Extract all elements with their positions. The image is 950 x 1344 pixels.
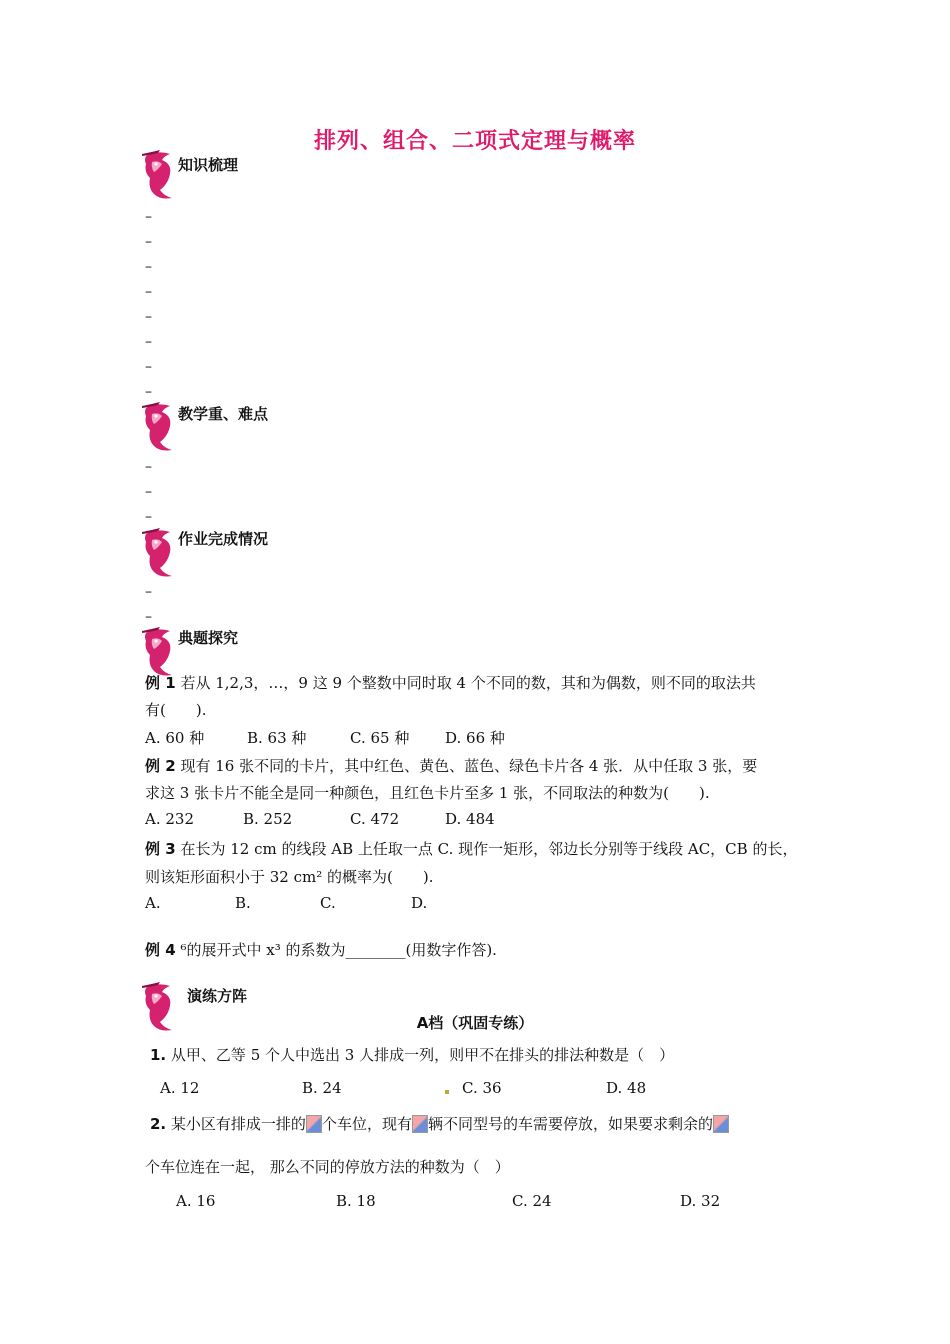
formula-image	[306, 1115, 322, 1133]
example-1-line-1: 例 1 若从 1,2,3，…，9 这 9 个整数中同时取 4 个不同的数，其和为偶数，则不同的取法共	[145, 674, 756, 692]
example-3-option-d: D.	[411, 894, 428, 912]
question-1: 1. 从甲、乙等 5 个人中选出 3 人排成一列，则甲不在排头的排法种数是（ ）	[150, 1046, 675, 1064]
example-2-option-d: D. 484	[445, 810, 495, 828]
section-heading-homework: 作业完成情况	[178, 530, 269, 548]
example-3-line-2: 则该矩形面积小于 32 cm² 的概率为( ).	[145, 868, 434, 886]
example-label: 例 4	[145, 941, 176, 959]
example-1-option-d: D. 66 种	[445, 729, 505, 747]
section-heading-practice: 演练方阵	[187, 987, 248, 1005]
example-2-option-c: C. 472	[350, 810, 400, 828]
example-label: 例 2	[145, 757, 176, 775]
example-3-option-b: B.	[235, 894, 251, 912]
example-4-line: 例 4 ⁶的展开式中 x³ 的系数为________(用数字作答).	[145, 941, 497, 959]
formula-image	[412, 1115, 428, 1133]
question-1-option-a: A. 12	[160, 1079, 200, 1097]
example-3-option-c: C.	[320, 894, 336, 912]
blank-line: –	[145, 259, 152, 275]
example-2-line-1: 例 2 现有 16 张不同的卡片，其中红色、黄色、蓝色、绿色卡片各 4 张．从中任取 3 张，要	[145, 757, 758, 775]
question-1-option-c: C. 36	[462, 1079, 502, 1097]
stray-mark	[445, 1090, 449, 1094]
question-number: 1.	[150, 1046, 167, 1064]
blank-line: –	[145, 209, 152, 225]
dolphin-icon	[142, 528, 176, 580]
page-title: 排列、组合、二项式定理与概率	[313, 129, 636, 154]
example-label: 例 1	[145, 674, 176, 692]
example-3-option-a: A.	[145, 894, 161, 912]
example-1-line-2: 有( ).	[145, 701, 207, 719]
blank-line: –	[145, 584, 152, 600]
formula-image	[713, 1115, 729, 1133]
question-2-option-d: D. 32	[680, 1192, 721, 1210]
blank-line: –	[145, 234, 152, 250]
practice-level-heading: A档（巩固专练）	[416, 1014, 534, 1032]
section-heading-knowledge: 知识梳理	[178, 156, 239, 174]
question-number: 2.	[150, 1115, 167, 1133]
blank-line: –	[145, 384, 152, 400]
blank-line: –	[145, 459, 152, 475]
example-label: 例 3	[145, 840, 176, 858]
question-1-option-d: D. 48	[606, 1079, 647, 1097]
question-2-line-1: 2. 某小区有排成一排的 个车位，现有 辆不同型号的车需要停放，如果要求剩余的	[150, 1113, 729, 1134]
dolphin-icon	[142, 402, 176, 454]
blank-line: –	[145, 509, 152, 525]
question-2-line-2: 个车位连在一起， 那么不同的停放方法的种数为（ ）	[145, 1158, 510, 1176]
example-1-option-b: B. 63 种	[247, 729, 307, 747]
example-1-option-a: A. 60 种	[145, 729, 205, 747]
question-2-option-b: B. 18	[336, 1192, 376, 1210]
blank-line: –	[145, 359, 152, 375]
question-2-option-c: C. 24	[512, 1192, 552, 1210]
dolphin-icon	[142, 150, 176, 202]
blank-line: –	[145, 484, 152, 500]
question-1-option-b: B. 24	[302, 1079, 342, 1097]
example-2-option-a: A. 232	[145, 810, 194, 828]
blank-line: –	[145, 284, 152, 300]
example-3-line-1: 例 3 在长为 12 cm 的线段 AB 上任取一点 C. 现作一矩形，邻边长分别等于线段 AC，CB 的长，	[145, 840, 798, 858]
blank-line: –	[145, 609, 152, 625]
blank-line: –	[145, 334, 152, 350]
blank-line: –	[145, 309, 152, 325]
section-heading-key-points: 教学重、难点	[178, 405, 269, 423]
question-2-option-a: A. 16	[176, 1192, 216, 1210]
example-2-line-2: 求这 3 张卡片不能全是同一种颜色，且红色卡片至多 1 张，不同取法的种数为( ).	[145, 784, 710, 802]
example-2-option-b: B. 252	[243, 810, 293, 828]
section-heading-examples: 典题探究	[178, 629, 239, 647]
example-1-option-c: C. 65 种	[350, 729, 410, 747]
